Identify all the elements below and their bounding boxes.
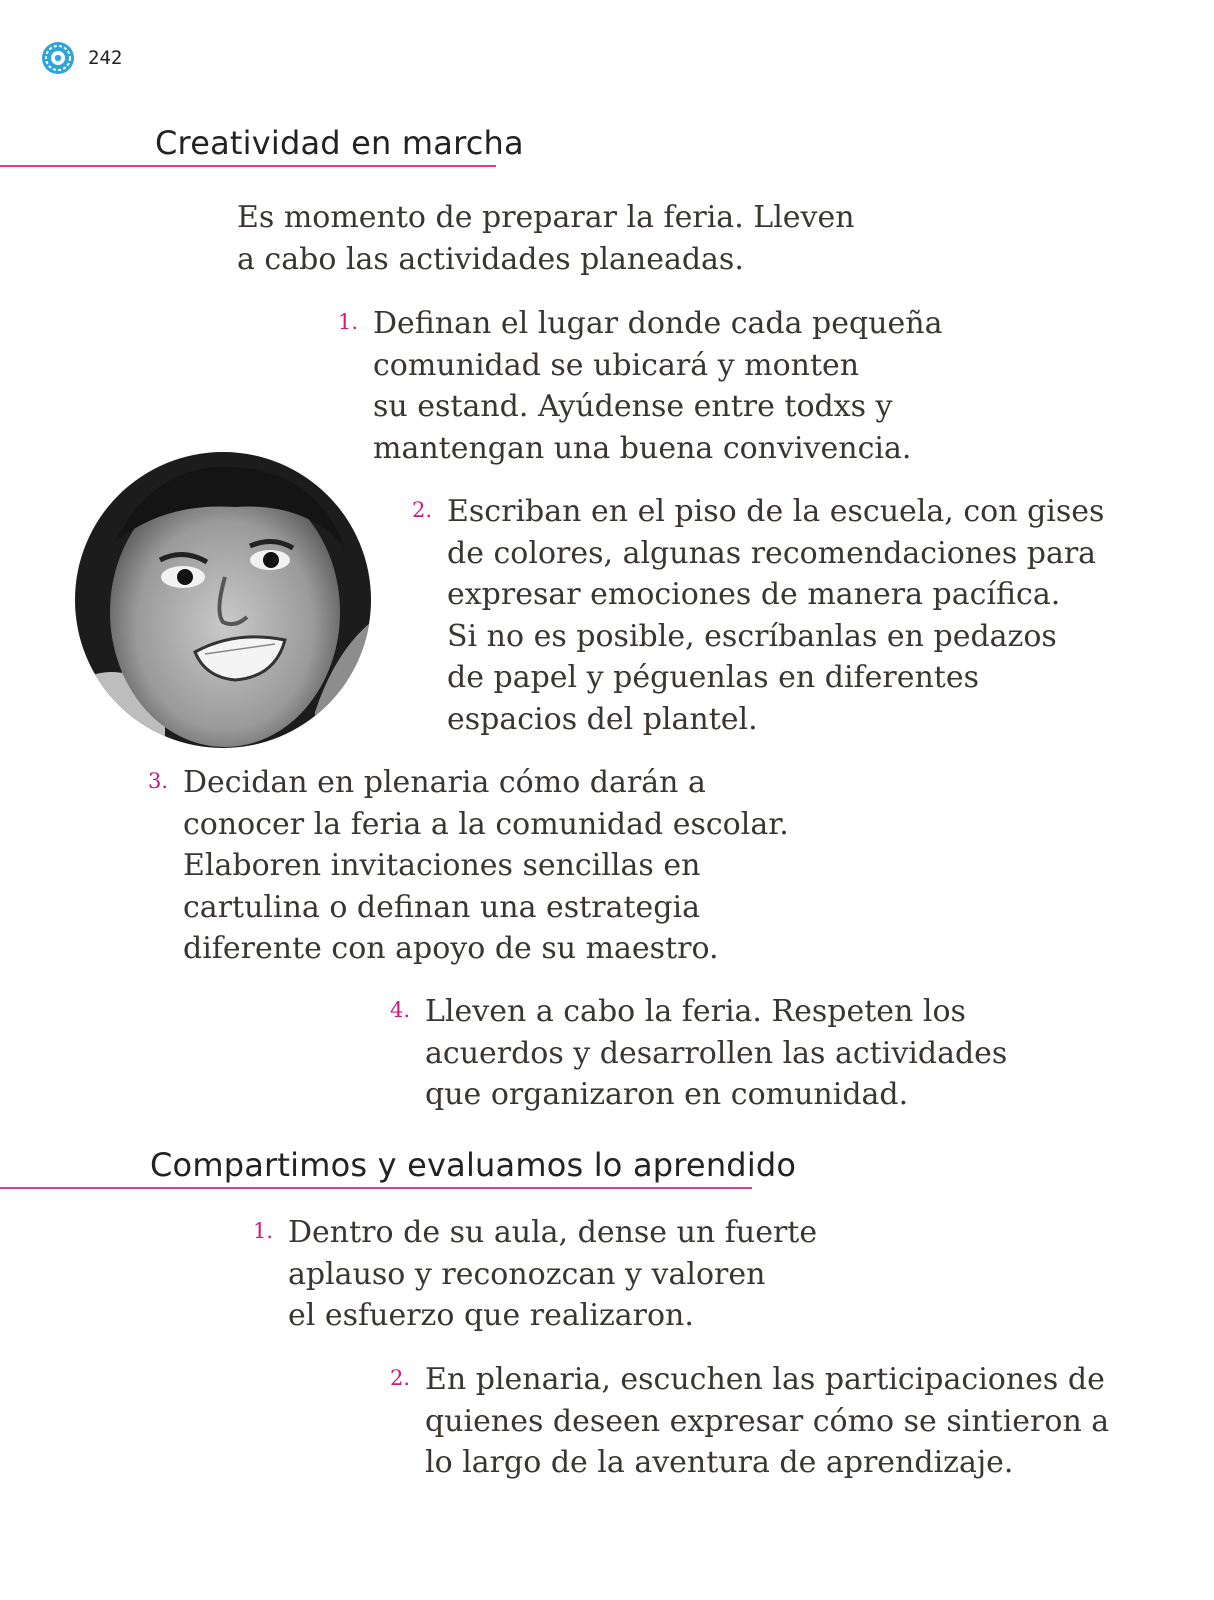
intro-line: Es momento de preparar la feria. Lleven xyxy=(237,200,855,235)
page-number: 242 xyxy=(88,47,123,69)
item-number: 1. xyxy=(338,310,359,334)
eval-item-1 xyxy=(253,1212,818,1337)
list-item-1 xyxy=(338,303,943,469)
eval-item-2 xyxy=(390,1359,1110,1484)
item-text: Lleven a cabo la feria. Respeten los acuerdos y desarrollen las actividades que organizaron en comunidad. xyxy=(425,994,1008,1112)
section-title-creatividad: Creatividad en marcha xyxy=(0,124,496,167)
item-text: En plenaria, escuchen las participaciones de quienes deseen expresar cómo se sintieron a lo largo de la aventura de aprendizaje. xyxy=(425,1362,1110,1480)
item-number: 1. xyxy=(253,1219,274,1243)
intro-line: a cabo las actividades planeadas. xyxy=(237,241,744,277)
section-title-compartimos: Compartimos y evaluamos lo aprendido xyxy=(0,1146,752,1189)
list-item-4 xyxy=(390,991,1008,1116)
item-number: 2. xyxy=(390,1366,411,1390)
intro-paragraph xyxy=(237,197,855,280)
item-number: 3. xyxy=(148,769,169,793)
page-header xyxy=(40,40,122,76)
star-badge-icon xyxy=(40,40,76,76)
list-item-2 xyxy=(412,491,1105,740)
item-text: Escriban en el piso de la escuela, con gises de colores, algunas recomendaciones para expresar emociones de manera pacífica. Si no es posible, escríbanlas en pedazos de papel y péguenlas en diferentes espacios del plantel. xyxy=(447,494,1105,737)
item-text: Definan el lugar donde cada pequeña comunidad se ubicará y monten su estand. Ayúdense entre todxs y mantengan una buena convivencia. xyxy=(373,306,943,466)
item-number: 4. xyxy=(390,998,411,1022)
child-portrait-photo xyxy=(75,452,371,748)
item-text: Dentro de su aula, dense un fuerte aplauso y reconozcan y valoren el esfuerzo que realizaron. xyxy=(288,1215,818,1333)
item-text: Decidan en plenaria cómo darán a conocer la feria a la comunidad escolar. Elaboren invitaciones sencillas en cartulina o definan una estrategia diferente con apoyo de su maestro. xyxy=(183,765,789,966)
item-number: 2. xyxy=(412,498,433,522)
list-item-3 xyxy=(148,762,789,970)
